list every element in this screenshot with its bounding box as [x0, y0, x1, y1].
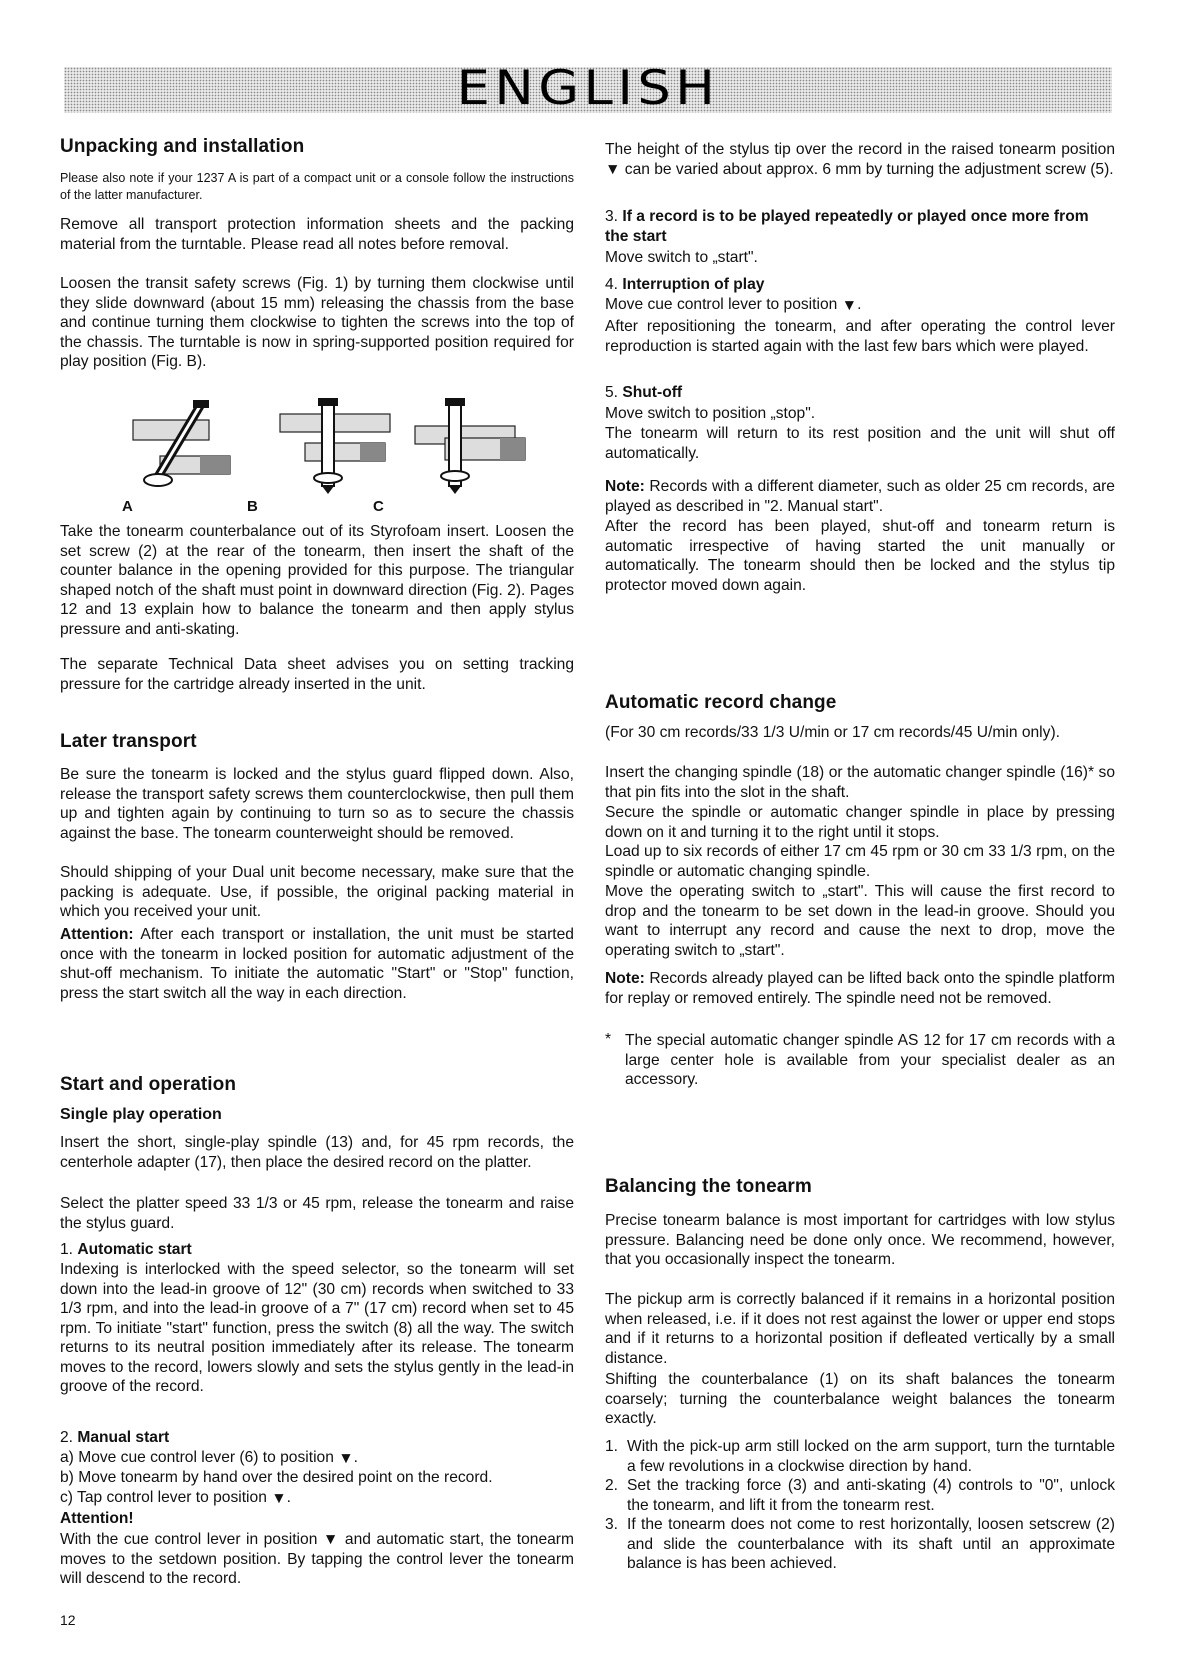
later-attention [60, 925, 574, 1003]
unpacking-note: Please also note if your 1237 A is part of a compact unit or a console follow the instructions of the latter manufacturer. [60, 171, 574, 202]
manual-start-title: Manual start [77, 1429, 170, 1446]
automatic-start-text: Indexing is interlocked with the speed selector, so the tonearm will set down into the lead-in groove of 12" (30 cm) records when switched to 33 1/3 rpm, and into the lead-in groove of a 7" (17 cm) record when set to 45 rpm. To initiate "start" function, press the switch (8) all the way. The switch returns to its neutral position immediately after its release. The tonearm moves to the record, lowers slowly and sets the stylus gently in the lead-in groove of the record. [60, 1261, 574, 1395]
cue-position-icon: ▼ [271, 1490, 287, 1507]
heading-unpacking: Unpacking and installation [60, 136, 305, 157]
note-label: Note: [605, 478, 645, 495]
item-4-heading [605, 275, 1115, 295]
manual-start-number: 2. [60, 1429, 74, 1446]
subheading-single-play: Single play operation [60, 1106, 222, 1123]
unpacking-paragraph-1: Remove all transport protection information sheets and the packing material from the turntable. Please read all notes before removal. [60, 216, 574, 253]
step-number: 1. [605, 1438, 619, 1455]
unpacking-paragraph-2: Loosen the transit safety screws (Fig. 1) by turning them clockwise until they slide downward (about 15 mm) releasing the chassis from the base and continue turning them clockwise to tighten the screws into the top of the chassis. The turntable is now in spring-supported position required for play position (Fig. B). [60, 275, 574, 370]
start-paragraph-1: Insert the short, single-play spindle (13) and, for 45 rpm records, the centerhole adapter (17), then place the desired record on the platter. [60, 1134, 574, 1171]
item-5-heading [605, 383, 1115, 403]
item-4-number: 4. [605, 276, 619, 293]
unpacking-paragraph-4: The separate Technical Data sheet advises you on setting tracking pressure for the cartridge already inserted in the unit. [60, 656, 574, 693]
list-item [605, 1515, 1115, 1574]
note-paragraph [605, 477, 1115, 516]
manual-start-c: c) Tap control lever to position ▼. [60, 1489, 291, 1507]
footnote-text: The special automatic changer spindle AS 12 for 17 cm records with a large center hole is available from your specialist dealer as an accessory. [625, 1032, 1115, 1088]
unpacking-paragraph-3: Take the tonearm counterbalance out of its Styrofoam insert. Loosen the set screw (2) at the rear of the tonearm, then insert the shaft of the counter balance in the opening provided for this purpose. The triangular shaped notch of the shaft must point in downward direction (Fig. 2). Pages 12 and 13 explain how to balance the tonearm and then apply stylus pressure and anti-skating. [60, 523, 574, 638]
figure-a-illustration [133, 400, 230, 486]
list-item [605, 1437, 1115, 1476]
attention-heading: Attention! [60, 1510, 134, 1527]
manual-start-c-text: c) Tap control lever to position [60, 1489, 267, 1506]
item-4-text-1: Move cue control lever to position ▼. [605, 296, 862, 314]
balancing-paragraph-2: The pickup arm is correctly balanced if it remains in a horizontal position when released, i.e. if it does not rest against the lower or upper end stops and if it returns to a horizontal position if defleated vertically by a small distance. [605, 1291, 1115, 1367]
arc-note [605, 969, 1115, 1008]
manual-start-a-text: a) Move cue control lever (6) to position [60, 1449, 334, 1466]
figure-label-b: B [247, 498, 258, 515]
item-3-text: Move switch to „start". [605, 249, 758, 266]
heading-start-operation: Start and operation [60, 1074, 237, 1095]
step-text: If the tonearm does not come to rest horizontally, loosen setscrew (2) and slide the counterbalance with its shaft until an approximate balance is has been achieved. [627, 1516, 1115, 1572]
transport-screw-figures [60, 398, 530, 516]
footnote-marker: * [605, 1031, 612, 1048]
attention-text: After each transport or installation, the unit must be started once with the tonearm in locked position for automatic adjustment of the shut-off mechanism. To initiate the automatic "Start" or "Stop" function, press the start switch all the way in each direction. [60, 926, 574, 1002]
cue-position-icon: ▼ [338, 1450, 354, 1467]
figure-label-a: A [122, 498, 133, 515]
manual-start-b: b) Move tonearm by hand over the desired point on the record. [60, 1469, 493, 1486]
item-5-text-2: The tonearm will return to its rest position and the unit will shut off automatically. [605, 425, 1115, 462]
arc-note-text: Records already played can be lifted back onto the spindle platform for replay or removed entirely. The spindle need not be removed. [605, 970, 1116, 1007]
arc-paragraph-2: Insert the changing spindle (18) or the automatic changer spindle (16)* so that pin fits into the slot in the shaft. [605, 764, 1115, 801]
item-5-title: Shut-off [622, 384, 683, 401]
start-paragraph-2: Select the platter speed 33 1/3 or 45 rpm, release the tonearm and raise the stylus guard. [60, 1195, 574, 1232]
item-4-text-2: After repositioning the tonearm, and after operating the control lever reproduction is started again with the last few bars which were played. [605, 318, 1115, 355]
note-text: Records with a different diameter, such as older 25 cm records, are played as described in "2. Manual start". [605, 478, 1115, 515]
list-item [605, 1476, 1115, 1515]
manual-start-a: a) Move cue control lever (6) to position ▼. [60, 1449, 359, 1467]
item-3-heading [605, 207, 1115, 246]
banner-title: ENGLISH [456, 61, 720, 116]
arc-paragraph-1: (For 30 cm records/33 1/3 U/min or 17 cm records/45 U/min only). [605, 724, 1060, 741]
language-banner [64, 61, 1112, 116]
item-5-text-1: Move switch to position „stop". [605, 405, 816, 422]
heading-later-transport: Later transport [60, 731, 197, 752]
item-4-text-1-span: Move cue control lever to position [605, 296, 838, 313]
step-number: 3. [605, 1516, 619, 1533]
step-text: With the pick-up arm still locked on the arm support, turn the turntable a few revolutions in a clockwise direction by hand. [627, 1438, 1115, 1475]
screw-diagram [60, 398, 530, 498]
balancing-paragraph-1: Precise tonearm balance is most important for cartridges with low stylus pressure. Balancing need be done only once. We recommend, however, that you occasionally inspect the tonearm. [605, 1212, 1115, 1268]
attention-paragraph: With the cue control lever in position ▼ and automatic start, the tonearm moves to the setdown position. By tapping the control lever the tonearm will descend to the record. [60, 1531, 574, 1587]
later-paragraph-2: Should shipping of your Dual unit become necessary, make sure that the packing is adequate. Use, if possible, the original packing material in which you received your unit. [60, 864, 574, 920]
balancing-paragraph-3: Shifting the counterbalance (1) on its shaft balances the tonearm coarsely; turning the counterbalance weight balances the tonearm exactly. [605, 1371, 1115, 1427]
attention-label: Attention: [60, 926, 134, 943]
stylus-height-paragraph: The height of the stylus tip over the record in the raised tonearm position ▼ can be varied about approx. 6 mm by turning the adjustment screw (5). [605, 141, 1115, 178]
heading-automatic-record-change: Automatic record change [605, 692, 837, 713]
cue-position-icon: ▼ [841, 297, 858, 314]
later-paragraph-1: Be sure the tonearm is locked and the stylus guard flipped down. Also, release the transport safety screws them counterclockwise, then pull them up and tighten again by continuing to turn so as to secure the chassis against the base. The tonearm counterweight should be removed. [60, 766, 574, 842]
automatic-start-number: 1. [60, 1241, 74, 1258]
page-number: 12 [60, 1612, 76, 1628]
figure-c-illustration [415, 398, 525, 494]
note-paragraph-2: After the record has been played, shut-off and tonearm return is automatic irrespective of having started the unit manually or automatically. The tonearm should then be locked and the stylus tip protector moved down again. [605, 518, 1115, 594]
arc-paragraph-3: Secure the spindle or automatic changer spindle in place by pressing down on it and turning it to the right until it stops. [605, 804, 1115, 841]
item-5-number: 5. [605, 384, 619, 401]
item-3-number: 3. [605, 208, 619, 225]
automatic-start-heading [60, 1240, 574, 1260]
step-number: 2. [605, 1477, 619, 1494]
arc-footnote [605, 1031, 1115, 1090]
step-text: Set the tracking force (3) and anti-skating (4) controls to "0", unlock the tonearm, and lift it from the tonearm rest. [627, 1477, 1115, 1514]
item-4-title: Interruption of play [622, 276, 765, 293]
arc-paragraph-4: Load up to six records of either 17 cm 45 rpm or 30 cm 33 1/3 rpm, on the spindle or automatic changing spindle. [605, 843, 1115, 880]
arc-paragraph-5: Move the operating switch to „start". This will cause the first record to drop and the tonearm to be set down in the lead-in groove. Should you want to interrupt any record and cause the next to drop, move the operating switch to „start". [605, 883, 1115, 959]
heading-balancing-tonearm: Balancing the tonearm [605, 1176, 812, 1197]
manual-start-heading [60, 1428, 574, 1448]
balancing-steps-list [605, 1437, 1115, 1574]
figure-label-c: C [373, 498, 384, 515]
figure-b-illustration [280, 398, 390, 494]
item-3-title: If a record is to be played repeatedly or played once more from the start [605, 208, 1089, 245]
automatic-start-title: Automatic start [77, 1241, 192, 1258]
arc-note-label: Note: [605, 970, 645, 987]
